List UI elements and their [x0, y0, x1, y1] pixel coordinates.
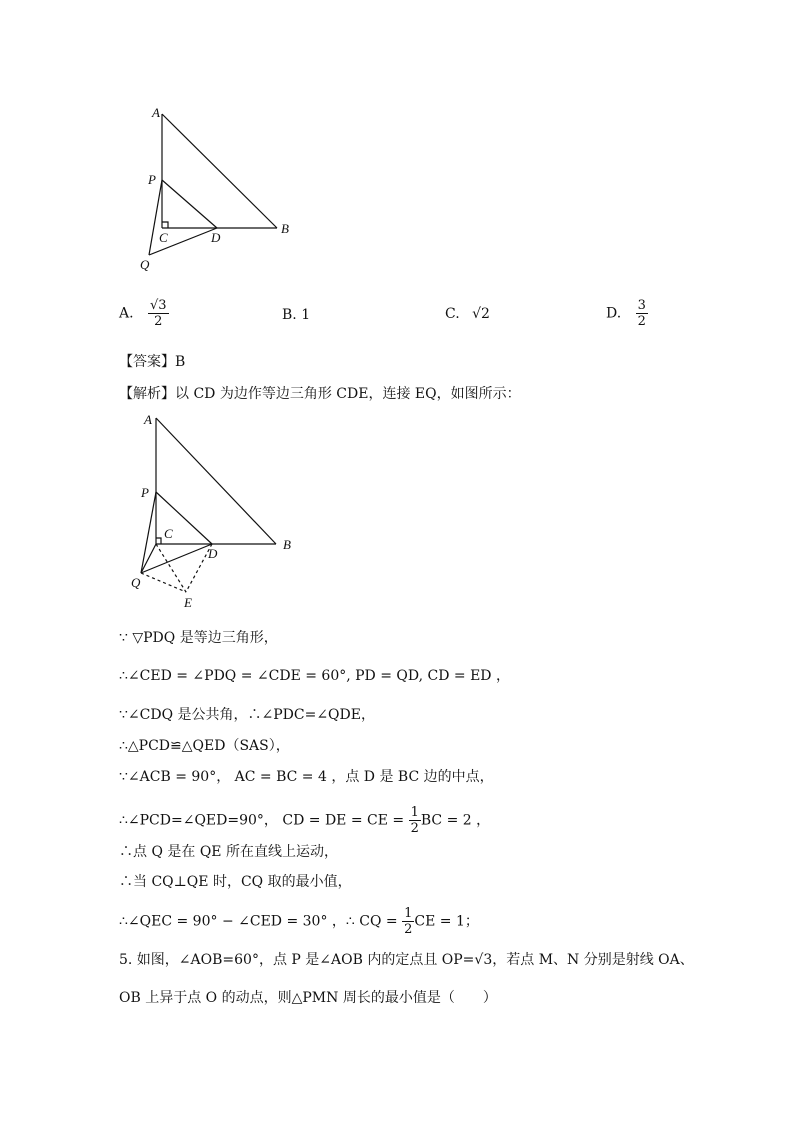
analysis-line: 【解析】以 CD 为边作等边三角形 CDE，连接 EQ，如图所示： [119, 386, 521, 402]
segment-ab [162, 114, 277, 228]
option-d: D. $\frac{3}{2}$ [606, 298, 646, 329]
segment-pd [162, 180, 217, 228]
option-a: A. $\frac{√3}{2}$ [119, 298, 167, 329]
step-3: ∵∠CDQ 是公共角，∴∠PDC=∠QDE， [119, 707, 375, 723]
label-d: D [211, 230, 221, 245]
label-b: B [283, 537, 291, 552]
step-8: ∴当 CQ⊥QE 时，CQ 取的最小值， [119, 874, 352, 890]
option-d-fraction: $\frac{3}{2}$ [637, 298, 646, 329]
option-a-fraction: $\frac{√3}{2}$ [150, 298, 167, 329]
label-p: P [141, 485, 149, 500]
segment-pq [141, 492, 156, 573]
option-c: C. √2 [445, 306, 490, 322]
option-b: B. 1 [282, 307, 311, 323]
fraction-half: $\frac{1}{2}$ [410, 805, 419, 836]
fraction-half: $\frac{1}{2}$ [404, 906, 413, 937]
step-5: ∵∠ACB = 90°， AC = BC = 4 ，点 D 是 BC 边的中点， [119, 769, 494, 785]
step-9: ∴∠QEC = 90° − ∠CED = 30° ，∴ CQ = $\frac{1}{2}$ CE = 1； [119, 906, 479, 937]
figure-2 [128, 408, 308, 618]
step-1: ∵ ▽PDQ 是等边三角形， [119, 630, 278, 646]
label-q: Q [131, 575, 141, 590]
label-d: D [208, 546, 218, 561]
segment-ab [156, 418, 276, 544]
label-b: B [281, 221, 289, 236]
label-p: P [148, 172, 156, 187]
label-e: E [184, 595, 192, 610]
label-q: Q [140, 257, 150, 272]
label-c: C [164, 526, 173, 541]
figure-1 [135, 100, 305, 275]
question-5-line-1: 5. 如图，∠AOB=60°，点 P 是∠AOB 内的定点且 OP=√3，若点 M、N 分别是射线 OA、 [119, 952, 694, 968]
question-5-line-2: OB 上异于点 O 的动点，则△PMN 周长的最小值是（ ） [119, 990, 497, 1006]
step-7: ∴点 Q 是在 QE 所在直线上运动， [119, 844, 338, 860]
label-a: A [152, 105, 160, 120]
step-2: ∴∠CED = ∠PDQ = ∠CDE = 60°, PD = QD, CD = ED ， [119, 668, 510, 684]
label-c: C [159, 230, 168, 245]
step-6: ∴∠PCD=∠QED=90°， CD = DE = CE = $\frac{1}{2}$ BC = 2 ， [119, 805, 491, 836]
right-angle-mark [162, 222, 168, 228]
answer-line: 【答案】B [119, 354, 186, 370]
label-a: A [144, 412, 152, 427]
segment-qe [141, 573, 186, 592]
right-angle-mark [156, 538, 161, 544]
segment-ce [156, 544, 186, 592]
step-4: ∴△PCD≌△QED（SAS）， [119, 738, 290, 754]
segment-qd [141, 544, 212, 573]
